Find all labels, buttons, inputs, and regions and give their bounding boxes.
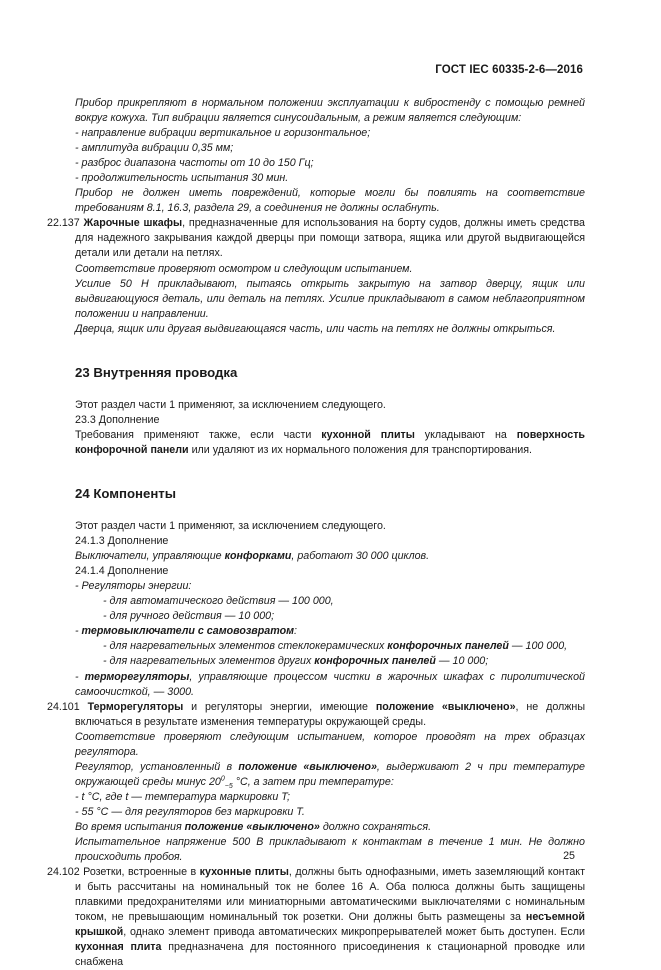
self-resetting-cutouts: - термовыключатели с самовозвратом:: [75, 625, 298, 638]
section-24-intro: Этот раздел части 1 применяют, за исключением следующего.: [75, 520, 386, 533]
clause-22-137-check: Соответствие проверяют осмотром и следующим испытанием.: [75, 262, 413, 275]
vibration-amplitude: - амплитуда вибрации 0,35 мм;: [75, 142, 234, 155]
section-23-title: 23 Внутренняя проводка: [75, 364, 238, 380]
clause-24-1-3: 24.1.3 Дополнение: [75, 535, 169, 548]
glass-ceramic-elements: - для нагревательных элементов стеклокерамических конфорочных панелей — 100 000,: [103, 640, 568, 653]
section-24-title: 24 Компоненты: [75, 485, 177, 501]
clause-23-3-text: Требования применяют также, если части кухонной плиты укладывают на поверхность конфорочной панели или удаляют из их нормального положения для транспортирования.: [75, 428, 585, 456]
temp-condition-55: - 55 °С — для регуляторов без маркировки T.: [75, 805, 305, 818]
clause-24-1-3-text: Выключатели, управляющие конфорками, работают 30 000 циклов.: [75, 550, 430, 563]
page-number: 25: [563, 850, 575, 862]
off-position-kept: Во время испытания положение «выключено» должно сохраняться.: [75, 820, 432, 833]
clause-24-102: 24.102 Розетки, встроенные в кухонные плиты, должны быть однофазными, иметь заземляющий контакт и быть рассчитаны на номинальный ток не более 16 А. Оба полюса должны быть защищены плавкими предохранителями или миниатюрными автоматическими выключателями с номинальным током, не превышающим номинальный ток розетки. Они должны быть размещены за несъемной крышкой, однако элемент привода автоматических микропрерывателей может быть доступен. Если кухонная плита предназначена для постоянного присоединения к стационарной проводке или снабжена: [47, 866, 585, 969]
clause-24-1-4: 24.1.4 Дополнение: [75, 565, 169, 578]
clause-22-137-force: Усилие 50 Н прикладывают, пытаясь открыть закрытую на затвор дверцу, ящик или выдвигающуюся деталь, или деталь на петлях. Усилие прикладывают в самом неблагоприятном положении и направлении.: [75, 277, 585, 320]
clause-24-101-check: Соответствие проверяют следующим испытанием, которое проводят на трех образцах регулятора.: [75, 730, 585, 758]
section-23-intro: Этот раздел части 1 применяют, за исключением следующего.: [75, 398, 386, 411]
thermostats-pyrolytic: - терморегуляторы, управляющие процессом чистки в жарочных шкафах с пиролитической самоочисткой, — 3000.: [75, 670, 585, 698]
vibration-test-intro: Прибор прикрепляют в нормальном положении эксплуатации к вибростенду с помощью ремней вокруг кожуха. Тип вибрации является синусоидальным, а режим является следующим:: [75, 97, 585, 125]
clause-number: 22.137: [47, 217, 80, 230]
clause-number: 24.102: [47, 866, 80, 879]
vibration-duration: - продолжительность испытания 30 мин.: [75, 172, 289, 185]
vibration-frequency: - разброс диапазона частоты от 10 до 150 Гц;: [75, 157, 314, 170]
vibration-direction: - направление вибрации вертикальное и горизонтальное;: [75, 127, 371, 140]
clause-22-137: [47, 216, 585, 261]
energy-regulators: - Регуляторы энергии:: [75, 580, 192, 593]
vibration-result: Прибор не должен иметь повреждений, которые могли бы повлиять на соответствие требованиям 8.1, 16.3, раздела 29, а соединения не должны ослабнуть.: [75, 187, 585, 215]
clause-24-101-regulator: Регулятор, установленный в положение «выключено», выдерживают 2 ч при температуре окружающей среды минус $20^0_{-5}$ °С, а затем при температуре:: [75, 760, 585, 790]
term-bold: Жарочные шкафы: [83, 217, 183, 230]
clause-text: , предназначенные для использования на борту судов, должны иметь средства для надежного закрывания каждой дверцы при помощи затвора, ящика или другой выдвигающейся детали или детали на петлях.: [75, 217, 585, 260]
clause-24-101: 24.101 Терморегуляторы и регуляторы энергии, имеющие положение «выключено», не должны включаться в результате изменения температуры окружающей среды.: [47, 700, 585, 728]
page-content: [47, 96, 585, 970]
clause-23-3: 23.3 Дополнение: [75, 413, 160, 426]
temp-condition-t: - t °С, где t — температура маркировки T;: [75, 790, 290, 803]
manual-action: - для ручного действия — 10 000;: [103, 610, 275, 623]
clause-22-137-result: Дверца, ящик или другая выдвигающаяся часть, или часть на петлях не должны открыться.: [75, 322, 556, 335]
document-header: ГОСТ IEC 60335-2-6—2016: [435, 64, 583, 76]
clause-number: 24.101: [47, 700, 80, 713]
test-voltage: Испытательное напряжение 500 В прикладывают к контактам в течение 1 мин. Не должно происходить пробоя.: [75, 836, 585, 864]
other-elements: - для нагревательных элементов других конфорочных панелей — 10 000;: [103, 655, 489, 668]
auto-action: - для автоматического действия — 100 000,: [103, 595, 334, 608]
